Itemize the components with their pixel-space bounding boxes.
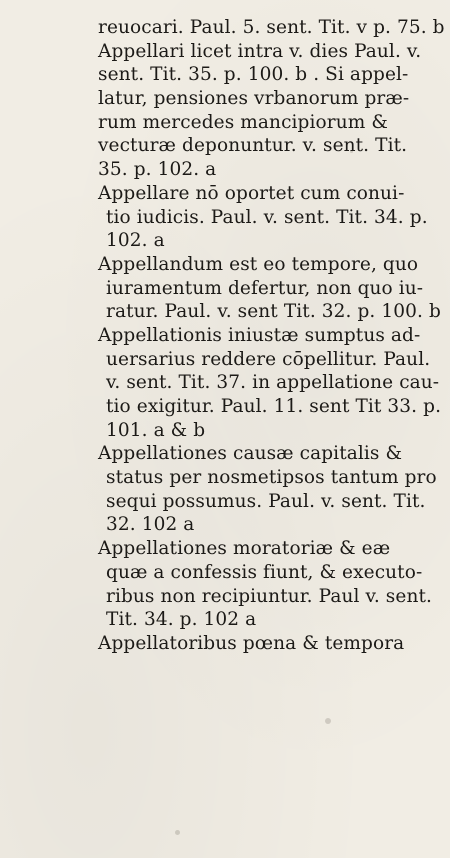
text-line: tio exigitur. Paul. 11. sent Tit 33. p. <box>106 396 442 417</box>
text-line: rum mercedes mancipiorum & <box>98 111 388 133</box>
text-line: Appellationis iniustæ sumptus ad- <box>98 324 421 346</box>
text-line: 35. p. 102. a <box>98 159 217 181</box>
text-line: Appellationes causæ capitalis & <box>98 443 403 465</box>
text-line: Appellari licet intra v. dies Paul. v. <box>98 40 422 62</box>
text-line: ribus non recipiuntur. Paul v. sent. <box>106 585 432 607</box>
text-line: status per nosmetipsos tantum pro <box>106 467 437 489</box>
text-line: sent. Tit. 35. p. 100. b . Si appel- <box>98 64 409 86</box>
text-line: uersarius reddere cōpellitur. Paul. <box>106 348 431 370</box>
text-line: Appellare nō oportet cum conui- <box>98 182 405 204</box>
text-line: reuocari. Paul. 5. sent. Tit. v p. 75. b <box>98 17 445 38</box>
text-line: Appellandum est eo tempore, quo <box>98 253 419 275</box>
text-line: quæ a confessis fiunt, & executo- <box>106 561 423 583</box>
text-line: Appellatoribus pœna & tempora <box>98 632 405 654</box>
paper-spot <box>350 150 353 153</box>
text-line: latur, pensiones vrbanorum præ- <box>98 88 410 110</box>
paper-spot <box>175 830 180 835</box>
text-line: 32. 102 a <box>106 514 195 536</box>
text-line: 102. a <box>106 230 165 252</box>
text-line: Tit. 34. p. 102 a <box>106 609 257 631</box>
text-line: Appellationes moratoriæ & eæ <box>98 538 391 560</box>
index-text-block <box>98 16 445 656</box>
text-line: sequi possumus. Paul. v. sent. Tit. <box>106 490 426 512</box>
text-line: ratur. Paul. v. sent Tit. 32. p. 100. b <box>106 301 441 323</box>
text-line: tio iudicis. Paul. v. sent. Tit. 34. p. <box>106 206 428 228</box>
text-line: vecturæ deponuntur. v. sent. Tit. <box>98 135 408 157</box>
text-line: 101. a & b <box>106 419 206 441</box>
paper-spot <box>325 718 331 724</box>
text-line: v. sent. Tit. 37. in appellatione cau- <box>106 372 440 394</box>
text-line: iuramentum defertur, non quo iu- <box>106 277 424 299</box>
